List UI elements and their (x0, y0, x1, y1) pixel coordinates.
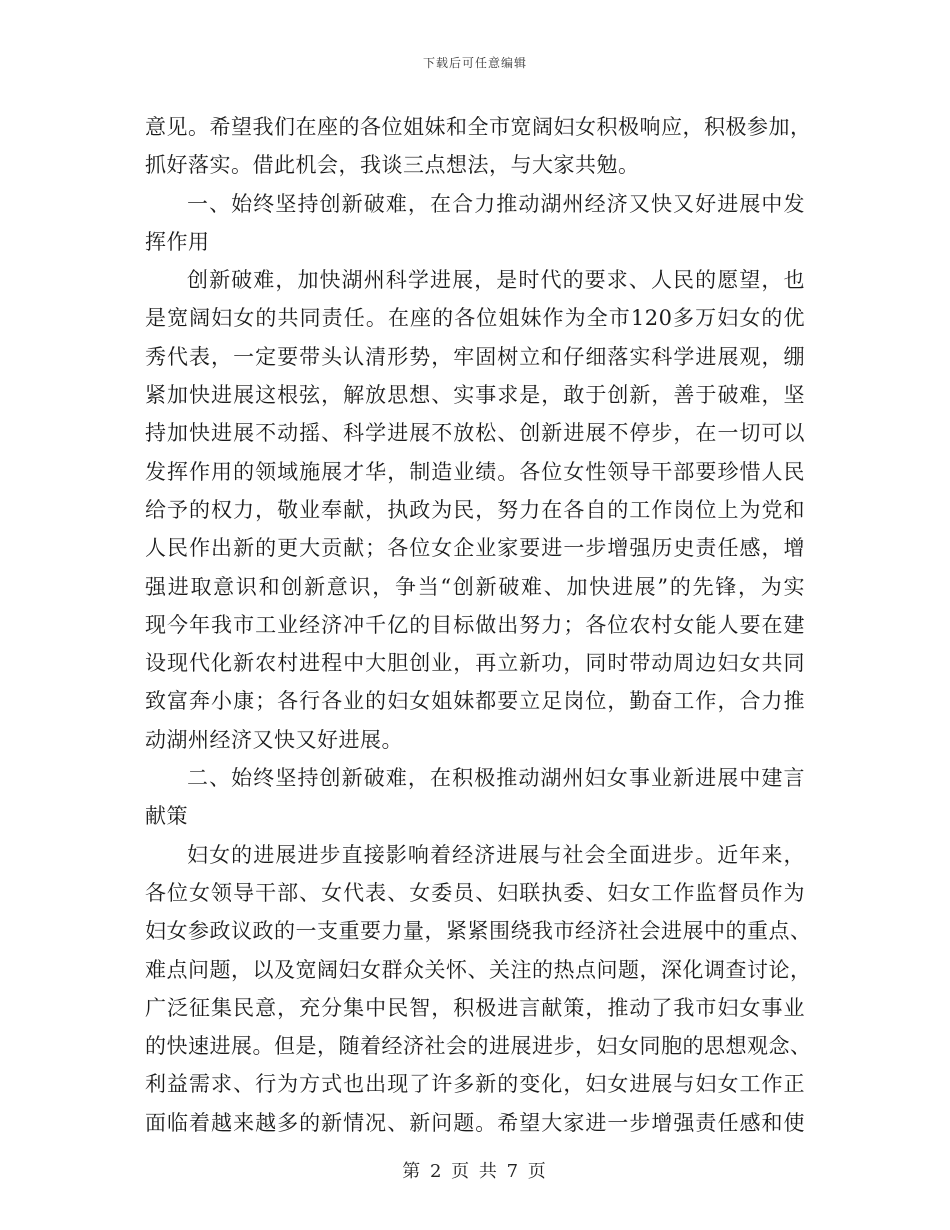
page-number-footer: 第 2 页 共 7 页 (402, 1161, 548, 1182)
paragraph-line: 现今年我市工业经济冲千亿的目标做出努力；各位农村女能人要在建 (145, 612, 805, 637)
paragraph-line: 挥作用 (145, 229, 210, 254)
paragraph-line: 献策 (145, 804, 188, 829)
paragraph-start-line: 一、始终坚持创新破难，在合力推动湖州经济又快又好进展中发 (187, 191, 805, 216)
paragraph-line: 意见。希望我们在座的各位姐妹和全市宽阔妇女积极响应，积极参加， (145, 115, 812, 139)
paragraph-line: 难点问题，以及宽阔妇女群众关怀、关注的热点问题，深化调查讨论， (145, 957, 812, 982)
paragraph-line: 的快速进展。但是，随着经济社会的进展进步，妇女同胞的思想观念、 (145, 1034, 812, 1059)
paragraph-line: 人民作出新的更大贡献；各位女企业家要进一步增强历史责任感，增 (145, 536, 805, 561)
paragraph-line: 秀代表，一定要带头认清形势，牢固树立和仔细落实科学进展观，绷 (145, 344, 805, 369)
paragraph-line: 持加快进展不动摇、科学进展不放松、创新进展不停步，在一切可以 (145, 421, 805, 446)
paragraph-line: 设现代化新农村进程中大胆创业，再立新功，同时带动周边妇女共同 (145, 651, 805, 676)
paragraph-line: 紧加快进展这根弦，解放思想、实事求是，敢于创新，善于破难，坚 (145, 383, 805, 408)
paragraph-line: 妇女参政议政的一支重要力量，紧紧围绕我市经济社会进展中的重点、 (145, 919, 812, 944)
paragraph-line: 致富奔小康；各行各业的妇女姐妹都要立足岗位，勤奋工作，合力推 (145, 689, 805, 714)
paragraph-line: 各位女领导干部、女代表、女委员、妇联执委、妇女工作监督员作为 (145, 880, 805, 905)
paragraph-line: 抓好落实。借此机会，我谈三点想法，与大家共勉。 (145, 153, 640, 178)
paragraph-start-line: 二、始终坚持创新破难，在积极推动湖州妇女事业新进展中建言 (187, 766, 805, 791)
paragraph-line: 广泛征集民意，充分集中民智，积极进言献策，推动了我市妇女事业 (145, 995, 805, 1020)
paragraph-line: 发挥作用的领域施展才华，制造业绩。各位女性领导干部要珍惜人民 (145, 459, 805, 484)
paragraph-line: 利益需求、行为方式也出现了许多新的变化，妇女进展与妇女工作正 (145, 1072, 805, 1097)
page-header-note: 下载后可任意编辑 (422, 56, 527, 70)
paragraph-line: 是宽阔妇女的共同责任。在座的各位姐妹作为全市120多万妇女的优 (145, 306, 805, 331)
paragraph-line: 面临着越来越多的新情况、新问题。希望大家进一步增强责任感和使 (145, 1110, 805, 1135)
paragraph-line: 给予的权力，敬业奉献，执政为民，努力在各自的工作岗位上为党和 (145, 497, 805, 522)
paragraph-start-line: 创新破难，加快湖州科学进展，是时代的要求、人民的愿望，也 (187, 268, 805, 293)
paragraph-line: 动湖州经济又快又好进展。 (145, 727, 403, 752)
paragraph-line: 强进取意识和创新意识，争当“创新破难、加快进展”的先锋，为实 (145, 574, 805, 599)
paragraph-start-line: 妇女的进展进步直接影响着经济进展与社会全面进步。近年来， (187, 842, 805, 867)
document-body (145, 108, 812, 1142)
